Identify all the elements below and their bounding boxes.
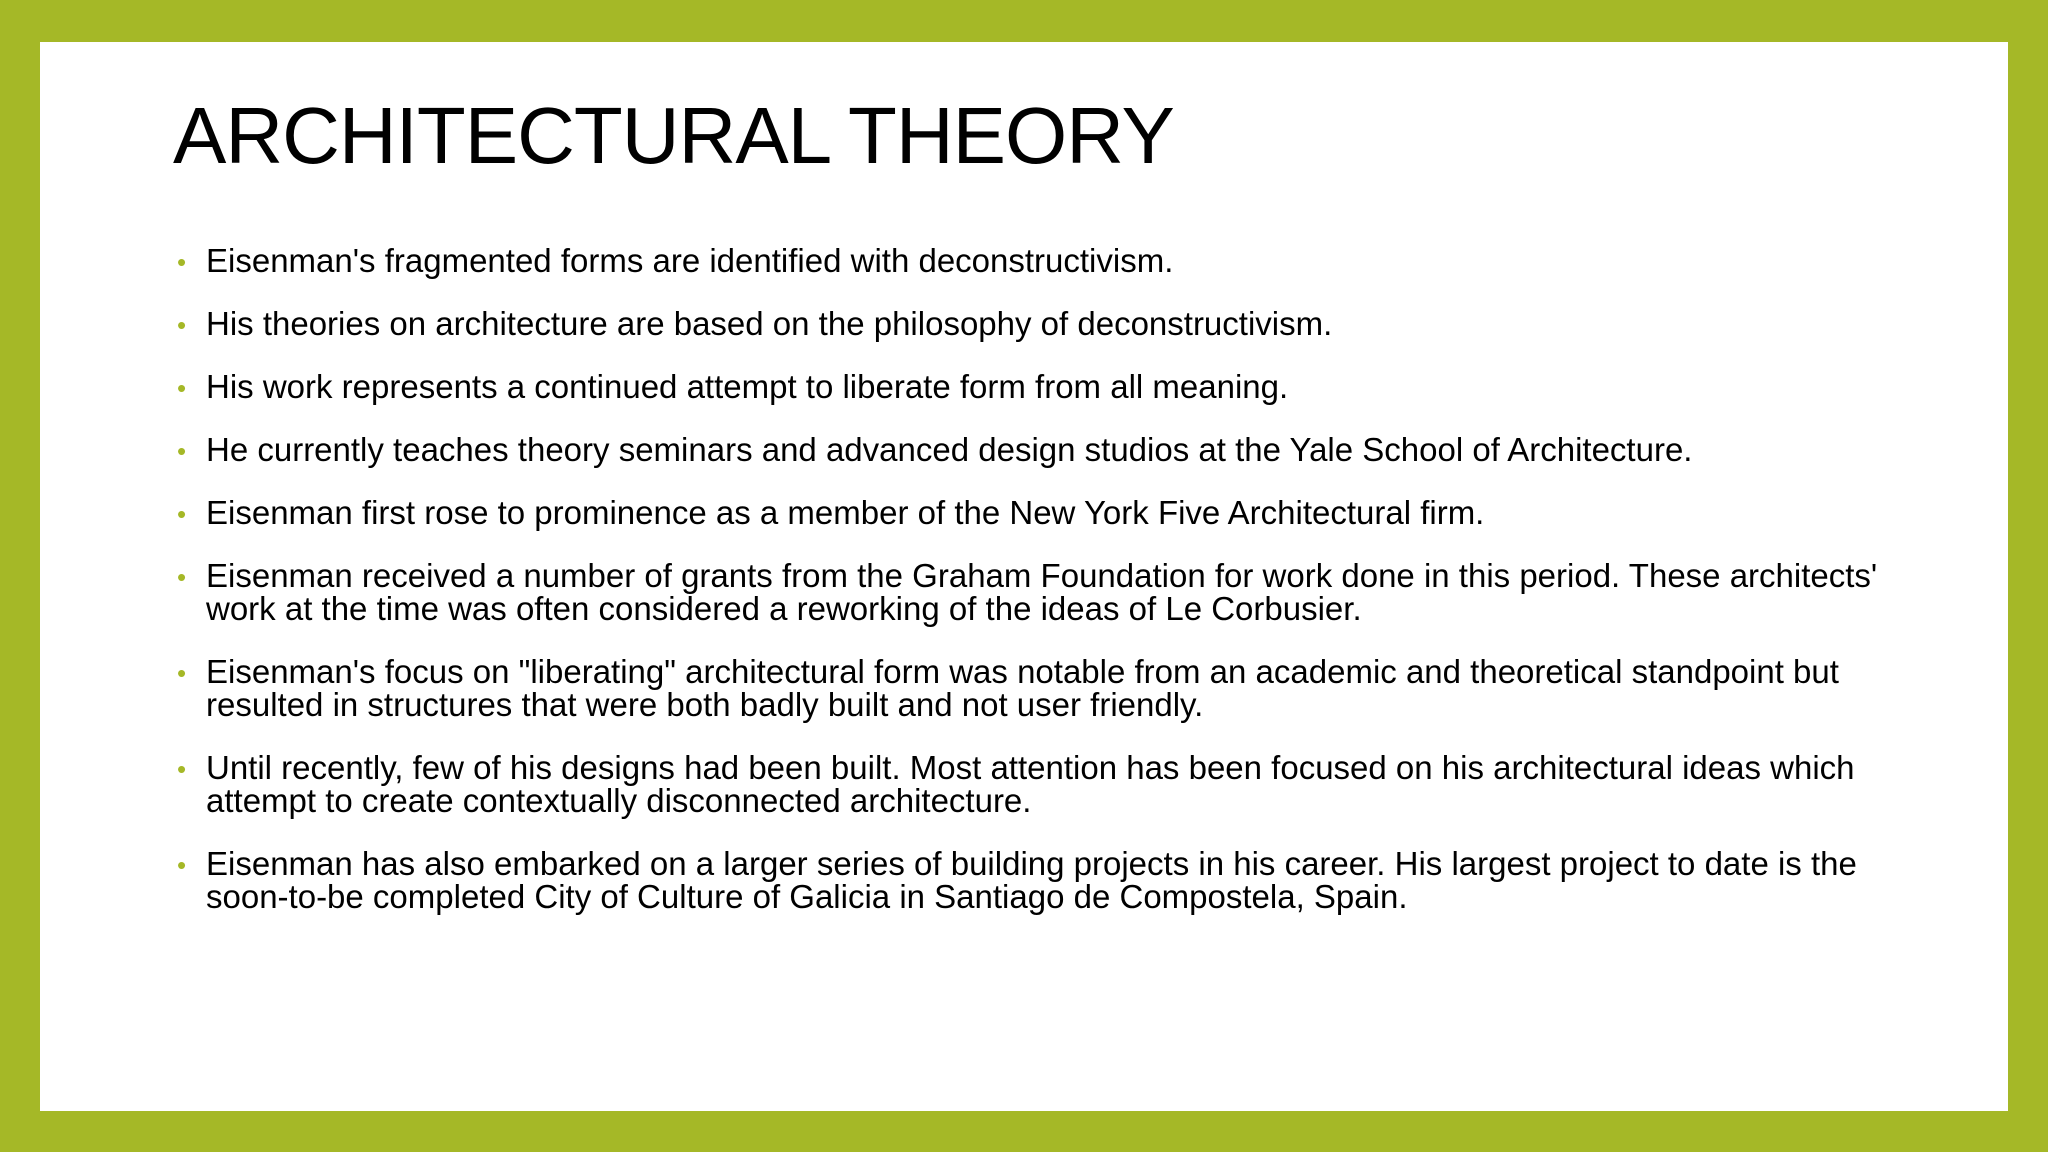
- bullet-icon: •: [177, 499, 187, 529]
- bullet-item: [177, 244, 1897, 277]
- bullet-item: [177, 307, 1897, 340]
- bullet-text: Eisenman first rose to prominence as a member of the New York Five Architectural firm.: [206, 494, 1485, 531]
- bullet-text: His work represents a continued attempt to liberate form from all meaning.: [206, 368, 1289, 405]
- bullet-icon: •: [177, 562, 187, 592]
- bullet-item: [177, 655, 1897, 721]
- bullet-icon: •: [177, 373, 187, 403]
- bullet-text: His theories on architecture are based on the philosophy of deconstructivism.: [206, 305, 1333, 342]
- bullet-text: Eisenman has also embarked on a larger series of building projects in his career. His largest project to date is the soon-to-be completed City of Culture of Galicia in Santiago de Compostela, Spain.: [206, 845, 1857, 915]
- bullet-text: Eisenman received a number of grants from the Graham Foundation for work done in this period. These architects' work at the time was often considered a reworking of the ideas of Le Corbusier.: [206, 557, 1878, 627]
- bullet-icon: •: [177, 658, 187, 688]
- bullet-list: [177, 244, 1897, 943]
- bullet-icon: •: [177, 754, 187, 784]
- bullet-item: [177, 751, 1897, 817]
- bullet-item: [177, 370, 1897, 403]
- bullet-icon: •: [177, 247, 187, 277]
- bullet-item: [177, 559, 1897, 625]
- bullet-text: Eisenman's focus on "liberating" architectural form was notable from an academic and theoretical standpoint but resulted in structures that were both badly built and not user friendly.: [206, 653, 1839, 723]
- slide-title: ARCHITECTURAL THEORY: [173, 91, 1174, 180]
- bullet-icon: •: [177, 850, 187, 880]
- bullet-icon: •: [177, 436, 187, 466]
- bullet-text: He currently teaches theory seminars and advanced design studios at the Yale School of Architecture.: [206, 431, 1693, 468]
- bullet-item: [177, 847, 1897, 913]
- bullet-item: [177, 496, 1897, 529]
- bullet-text: Until recently, few of his designs had been built. Most attention has been focused on his architectural ideas which attempt to create contextually disconnected architecture.: [206, 749, 1855, 819]
- bullet-text: Eisenman's fragmented forms are identified with deconstructivism.: [206, 242, 1174, 279]
- bullet-item: [177, 433, 1897, 466]
- bullet-icon: •: [177, 310, 187, 340]
